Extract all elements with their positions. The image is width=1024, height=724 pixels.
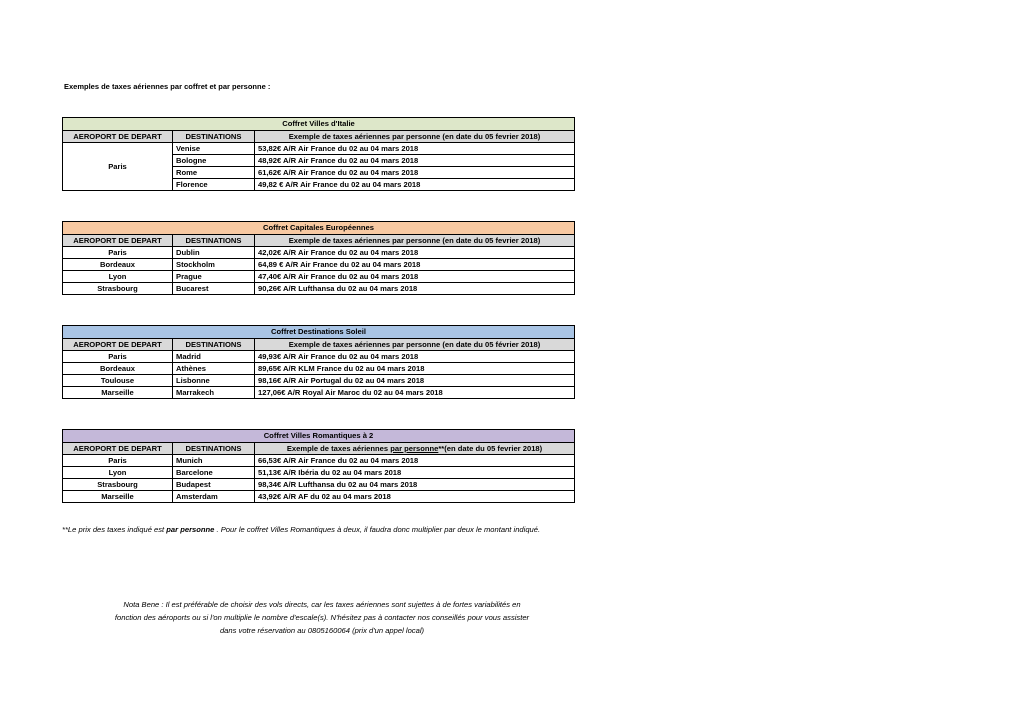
depart-cell: Paris: [63, 143, 173, 191]
tax-header-underlined: par personne: [390, 443, 439, 453]
depart-cell: Paris: [63, 455, 173, 467]
table-destinations-soleil: [62, 325, 575, 399]
tax-cell: 89,65€ A/R KLM France du 02 au 04 mars 2018: [255, 363, 575, 375]
nota-line: dans votre réservation au 0805160064 (prix d'un appel local): [219, 626, 425, 635]
header-depart: AEROPORT DE DEPART: [63, 131, 173, 143]
header-tax: Exemple de taxes aériennes par personne (en date du 05 fevrier 2018): [255, 131, 575, 143]
dest-cell: Florence: [173, 179, 255, 191]
dest-cell: Rome: [173, 167, 255, 179]
table-row: [63, 271, 575, 283]
page-heading: Exemples de taxes aériennes par coffret et par personne :: [64, 82, 271, 91]
footnote: [62, 522, 582, 537]
footnote-prefix: **Le prix des taxes indiqué est: [62, 525, 167, 534]
tax-cell: 47,40€ A/R Air France du 02 au 04 mars 2018: [255, 271, 575, 283]
tax-cell: 98,16€ A/R Air Portugal du 02 au 04 mars 2018: [255, 375, 575, 387]
header-destinations: DESTINATIONS: [173, 443, 255, 455]
table-row: [63, 455, 575, 467]
table-row: [63, 479, 575, 491]
table-capitales-europeennes: [62, 221, 575, 295]
depart-cell: Marseille: [63, 491, 173, 503]
nota-bene: [62, 598, 582, 637]
depart-cell: Lyon: [63, 271, 173, 283]
tax-cell: 49,93€ A/R Air France du 02 au 04 mars 2018: [255, 351, 575, 363]
tax-cell: 90,26€ A/R Lufthansa du 02 au 04 mars 2018: [255, 283, 575, 295]
table-villes-italie: [62, 117, 575, 191]
table-row: [63, 375, 575, 387]
tax-header-suffix: **(en date du 05 fevrier 2018): [438, 443, 543, 453]
tax-cell: 61,62€ A/R Air France du 02 au 04 mars 2018: [255, 167, 575, 179]
tax-cell: 49,82 € A/R Air France du 02 au 04 mars 2018: [255, 179, 575, 191]
table-row: [63, 143, 575, 155]
depart-cell: Marseille: [63, 387, 173, 399]
tax-cell: 53,82€ A/R Air France du 02 au 04 mars 2018: [255, 143, 575, 155]
header-destinations: DESTINATIONS: [173, 131, 255, 143]
table-row: [63, 387, 575, 399]
table-row: [63, 283, 575, 295]
header-tax: Exemple de taxes aériennes par personne (en date du 05 février 2018): [255, 339, 575, 351]
dest-cell: Stockholm: [173, 259, 255, 271]
dest-cell: Barcelone: [173, 467, 255, 479]
tax-cell: 51,13€ A/R Ibéria du 02 au 04 mars 2018: [255, 467, 575, 479]
header-destinations: DESTINATIONS: [173, 339, 255, 351]
tax-cell: 48,92€ A/R Air France du 02 au 04 mars 2018: [255, 155, 575, 167]
table-villes-romantiques: [62, 429, 575, 503]
dest-cell: Lisbonne: [173, 375, 255, 387]
dest-cell: Athènes: [173, 363, 255, 375]
depart-cell: Lyon: [63, 467, 173, 479]
depart-cell: Bordeaux: [63, 259, 173, 271]
footnote-suffix: . Pour le coffret Villes Romantiques à deux, il faudra donc multiplier par deux le montant indiqué.: [214, 525, 541, 534]
tax-cell: 66,53€ A/R Air France du 02 au 04 mars 2018: [255, 455, 575, 467]
table-row: [63, 491, 575, 503]
dest-cell: Marrakech: [173, 387, 255, 399]
depart-cell: Strasbourg: [63, 283, 173, 295]
tax-cell: 64,89 € A/R Air France du 02 au 04 mars 2018: [255, 259, 575, 271]
depart-cell: Paris: [63, 247, 173, 259]
table-row: [63, 351, 575, 363]
dest-cell: Venise: [173, 143, 255, 155]
footnote-bold: par personne: [166, 525, 215, 534]
nota-line: Nota Bene : Il est préférable de choisir des vols directs, car les taxes aériennes sont sujettes à de fortes variabilités en: [123, 600, 521, 609]
header-destinations: DESTINATIONS: [173, 235, 255, 247]
table-title: Coffret Capitales Européennes: [63, 222, 575, 235]
depart-cell: Toulouse: [63, 375, 173, 387]
tax-cell: 127,06€ A/R Royal Air Maroc du 02 au 04 mars 2018: [255, 387, 575, 399]
depart-cell: Paris: [63, 351, 173, 363]
depart-cell: Bordeaux: [63, 363, 173, 375]
table-title: Coffret Villes d'Italie: [63, 118, 575, 131]
tax-cell: 43,92€ A/R AF du 02 au 04 mars 2018: [255, 491, 575, 503]
header-depart: AEROPORT DE DEPART: [63, 443, 173, 455]
table-row: [63, 363, 575, 375]
header-depart: AEROPORT DE DEPART: [63, 235, 173, 247]
depart-cell: Strasbourg: [63, 479, 173, 491]
table-title: Coffret Villes Romantiques à 2: [63, 430, 575, 443]
header-depart: AEROPORT DE DEPART: [63, 339, 173, 351]
dest-cell: Budapest: [173, 479, 255, 491]
dest-cell: Bologne: [173, 155, 255, 167]
dest-cell: Prague: [173, 271, 255, 283]
nota-line: fonction des aéroports ou si l'on multiplie le nombre d'escale(s). N'hésitez pas à contacter nos conseillés pour vous assister: [114, 613, 530, 622]
table-title: Coffret Destinations Soleil: [63, 326, 575, 339]
header-tax: [255, 443, 575, 455]
table-row: [63, 259, 575, 271]
dest-cell: Munich: [173, 455, 255, 467]
table-row: [63, 247, 575, 259]
tax-cell: 42,02€ A/R Air France du 02 au 04 mars 2018: [255, 247, 575, 259]
table-row: [63, 467, 575, 479]
tax-cell: 98,34€ A/R Lufthansa du 02 au 04 mars 2018: [255, 479, 575, 491]
dest-cell: Dublin: [173, 247, 255, 259]
dest-cell: Bucarest: [173, 283, 255, 295]
dest-cell: Amsterdam: [173, 491, 255, 503]
header-tax: Exemple de taxes aériennes par personne (en date du 05 fevrier 2018): [255, 235, 575, 247]
dest-cell: Madrid: [173, 351, 255, 363]
tax-header-prefix: Exemple de taxes aériennes: [286, 443, 391, 453]
